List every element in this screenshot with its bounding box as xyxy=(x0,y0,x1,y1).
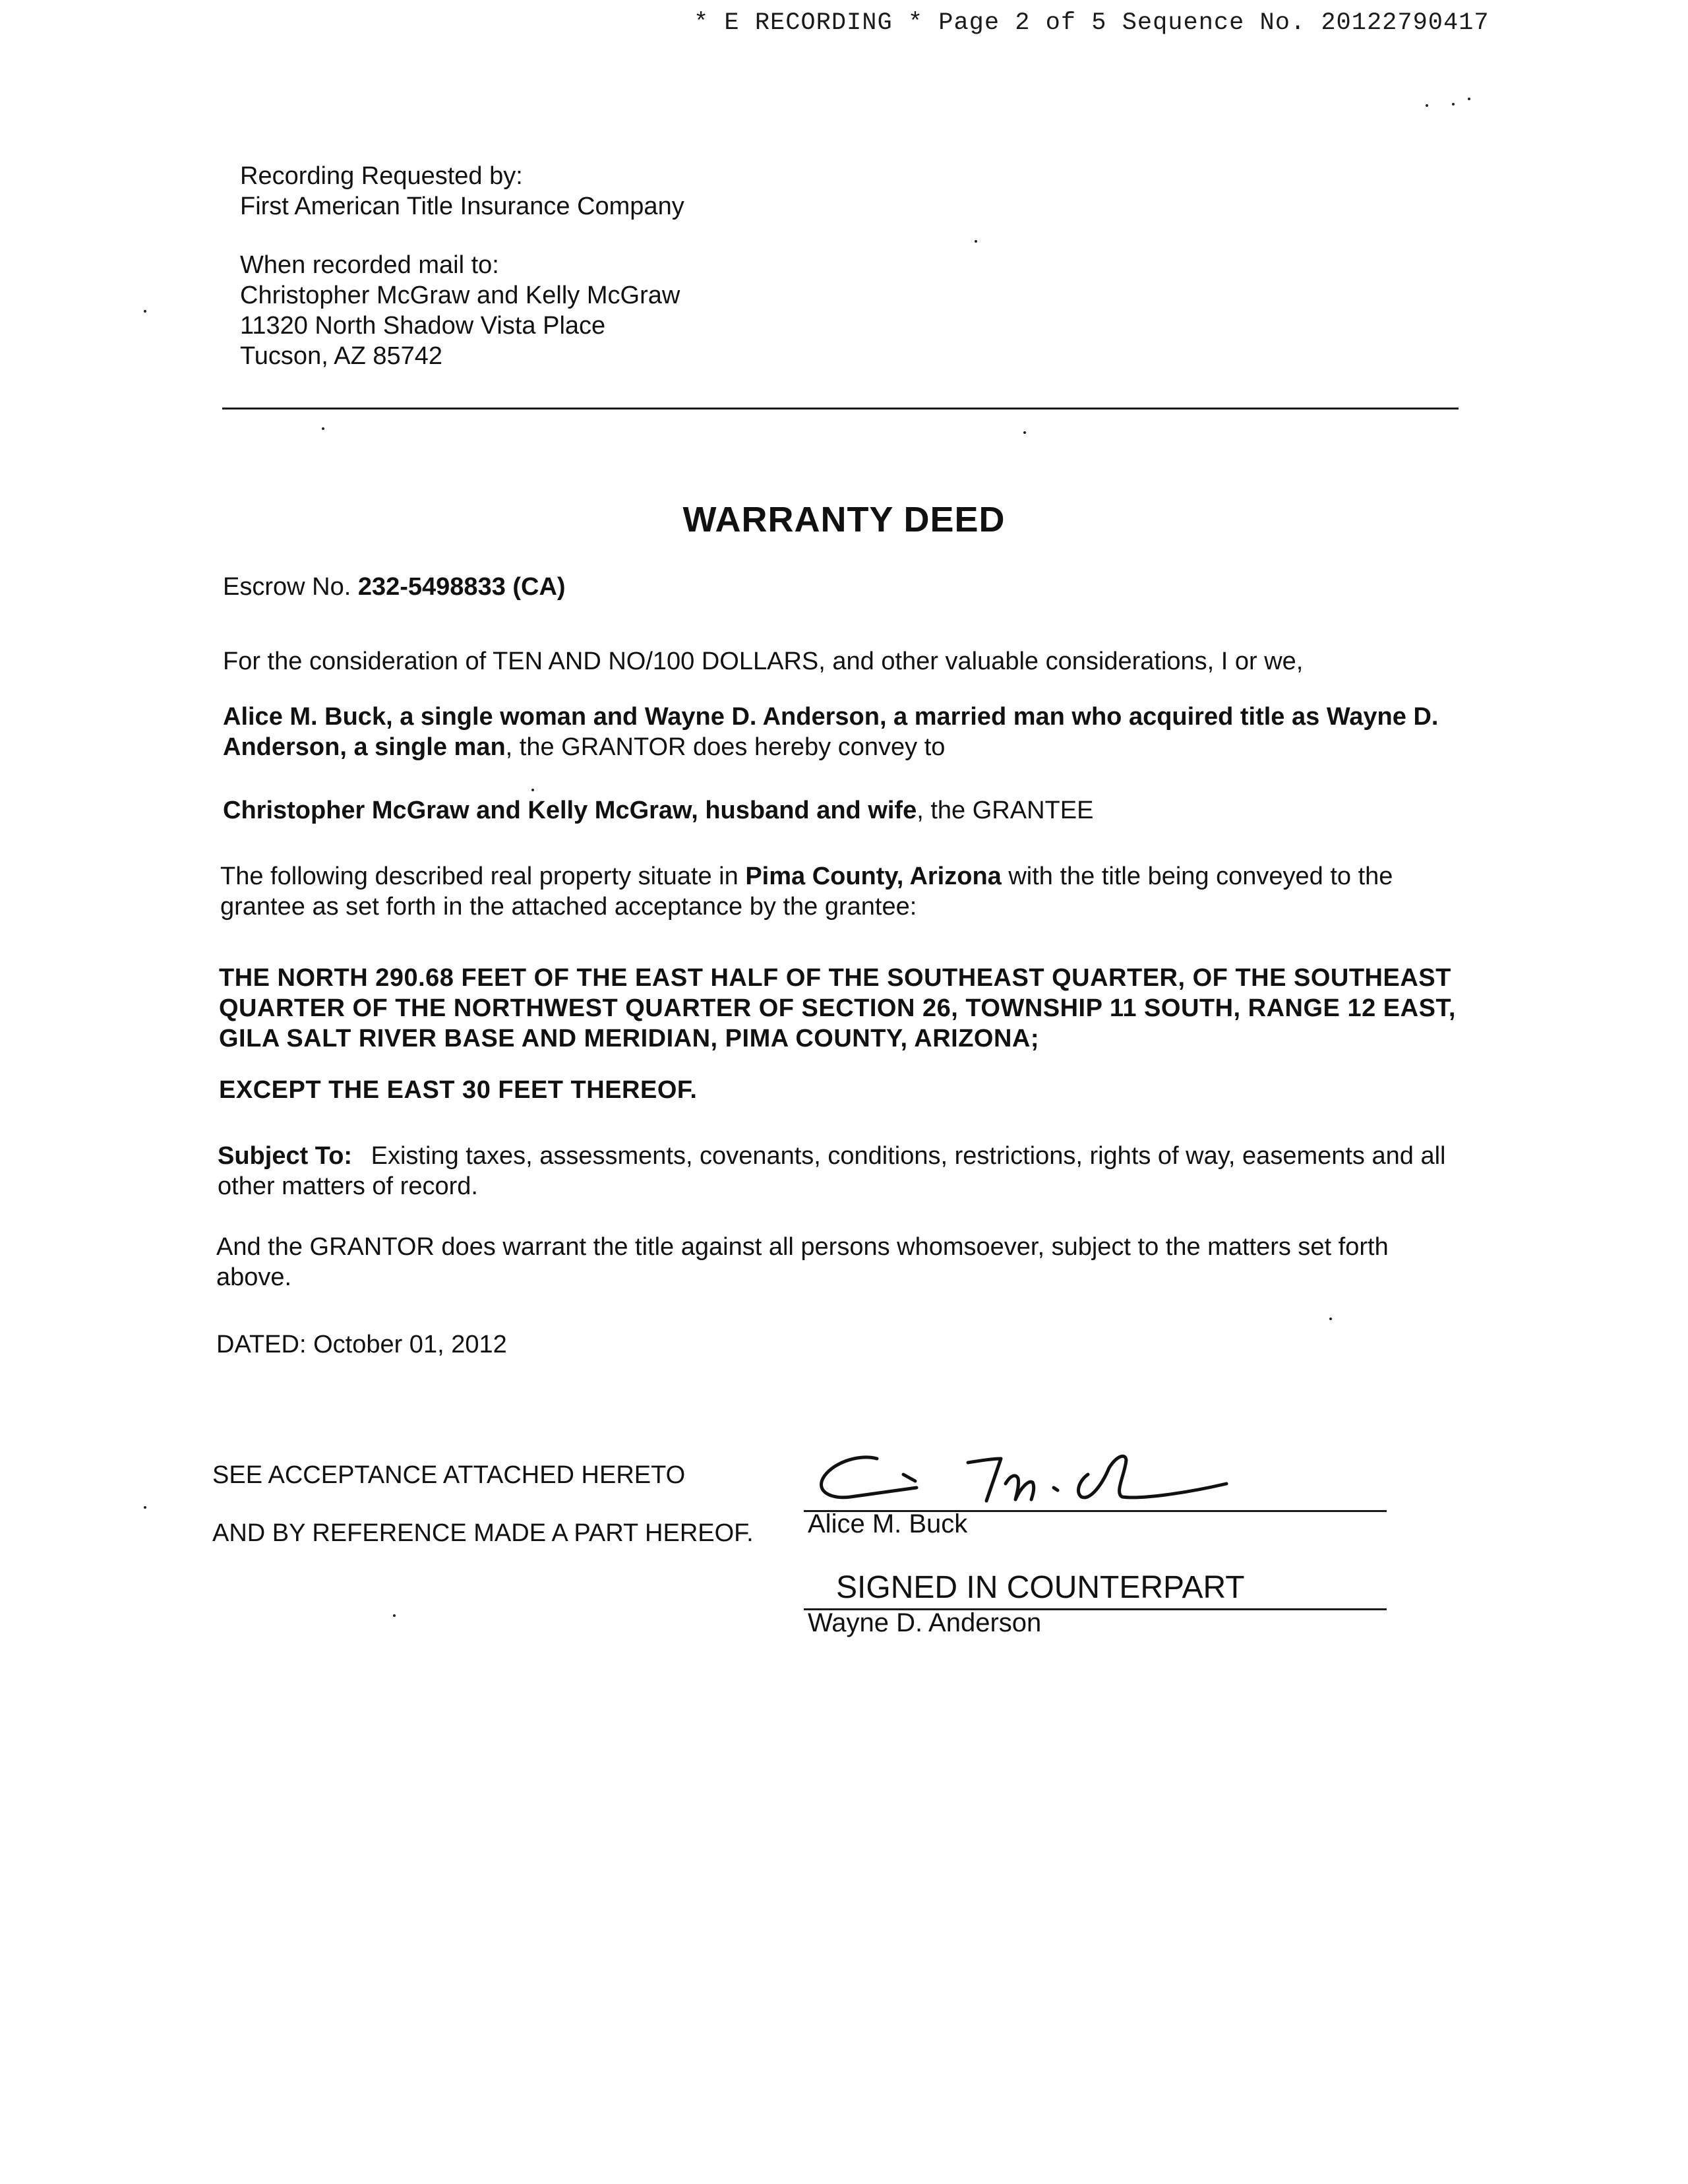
acceptance-line-1: SEE ACCEPTANCE ATTACHED HERETO xyxy=(212,1461,686,1489)
property-intro-paragraph xyxy=(220,861,1468,922)
recording-header: * E RECORDING * Page 2 of 5 Sequence No. 20122790417 xyxy=(694,9,1490,37)
mail-to-street: 11320 North Shadow Vista Place xyxy=(240,312,606,340)
grantee-paragraph xyxy=(223,795,1469,826)
scan-speck xyxy=(975,240,977,243)
escrow-label: Escrow No. xyxy=(223,573,351,601)
signer-2-name: Wayne D. Anderson xyxy=(808,1608,1042,1637)
signature-alice-buck xyxy=(804,1444,1279,1517)
scan-speck xyxy=(1468,98,1470,100)
subject-to-label: Subject To: xyxy=(218,1142,353,1170)
escrow-line xyxy=(223,572,566,602)
header-divider xyxy=(222,408,1459,410)
grantor-names: Alice M. Buck, a single woman and Wayne D. Anderson, a married man who acquired title as Wayne D. Anderson, a single man xyxy=(223,703,1439,761)
dated-line: DATED: October 01, 2012 xyxy=(216,1331,507,1358)
mail-to-name: Christopher McGraw and Kelly McGraw xyxy=(240,282,680,309)
requested-by-company: First American Title Insurance Company xyxy=(240,193,684,220)
scan-speck xyxy=(322,427,324,430)
grantor-paragraph xyxy=(223,702,1469,762)
scan-speck xyxy=(144,310,146,313)
signer-1-name: Alice M. Buck xyxy=(808,1509,968,1538)
subject-to-text: Existing taxes, assessments, covenants, conditions, restrictions, rights of way, easements and all other matters of record. xyxy=(218,1142,1446,1200)
grantor-suffix: , the GRANTOR does hereby convey to xyxy=(505,733,946,761)
requested-by-label: Recording Requested by: xyxy=(240,162,523,190)
legal-exception: EXCEPT THE EAST 30 FEET THEREOF. xyxy=(219,1076,698,1104)
property-county: Pima County, Arizona xyxy=(745,863,1002,890)
legal-description: THE NORTH 290.68 FEET OF THE EAST HALF OF THE SOUTHEAST QUARTER, OF THE SOUTHEAST QUARTER OF THE NORTHWEST QUARTER OF SECTION 26, TOWNSHIP 11 SOUTH, RANGE 12 EAST, GILA SALT RIVER BASE AND MERIDIAN, PIMA COUNTY, ARIZONA; xyxy=(219,964,1456,1052)
recording-block xyxy=(240,161,684,371)
scan-speck xyxy=(144,1506,146,1509)
consideration-paragraph: For the consideration of TEN AND NO/100 DOLLARS, and other valuable considerations, I or we, xyxy=(223,648,1304,675)
scan-speck xyxy=(531,789,534,791)
mail-to-city: Tucson, AZ 85742 xyxy=(240,342,443,370)
property-intro-end: with the title being conveyed to the grantee as set forth in the attached acceptance by the grantee: xyxy=(220,863,1393,921)
grantee-names: Christopher McGraw and Kelly McGraw, husband and wife xyxy=(223,797,917,824)
scan-speck xyxy=(393,1614,396,1617)
scan-speck xyxy=(1329,1318,1332,1320)
subject-to-paragraph xyxy=(218,1141,1460,1201)
property-intro-start: The following described real property situate in xyxy=(220,863,746,890)
acceptance-line-2: AND BY REFERENCE MADE A PART HEREOF. xyxy=(212,1519,754,1547)
mail-to-label: When recorded mail to: xyxy=(240,251,499,279)
counterpart-note: SIGNED IN COUNTERPART xyxy=(836,1570,1245,1605)
scan-speck xyxy=(1452,103,1455,106)
escrow-number: 232-5498833 (CA) xyxy=(357,573,566,601)
scan-speck xyxy=(1426,104,1428,107)
warranty-paragraph: And the GRANTOR does warrant the title against all persons whomsoever, subject to the matters set forth above. xyxy=(216,1233,1389,1291)
scan-speck xyxy=(1023,431,1026,434)
document-title: WARRANTY DEED xyxy=(682,500,1006,539)
grantee-suffix: , the GRANTEE xyxy=(917,797,1094,824)
